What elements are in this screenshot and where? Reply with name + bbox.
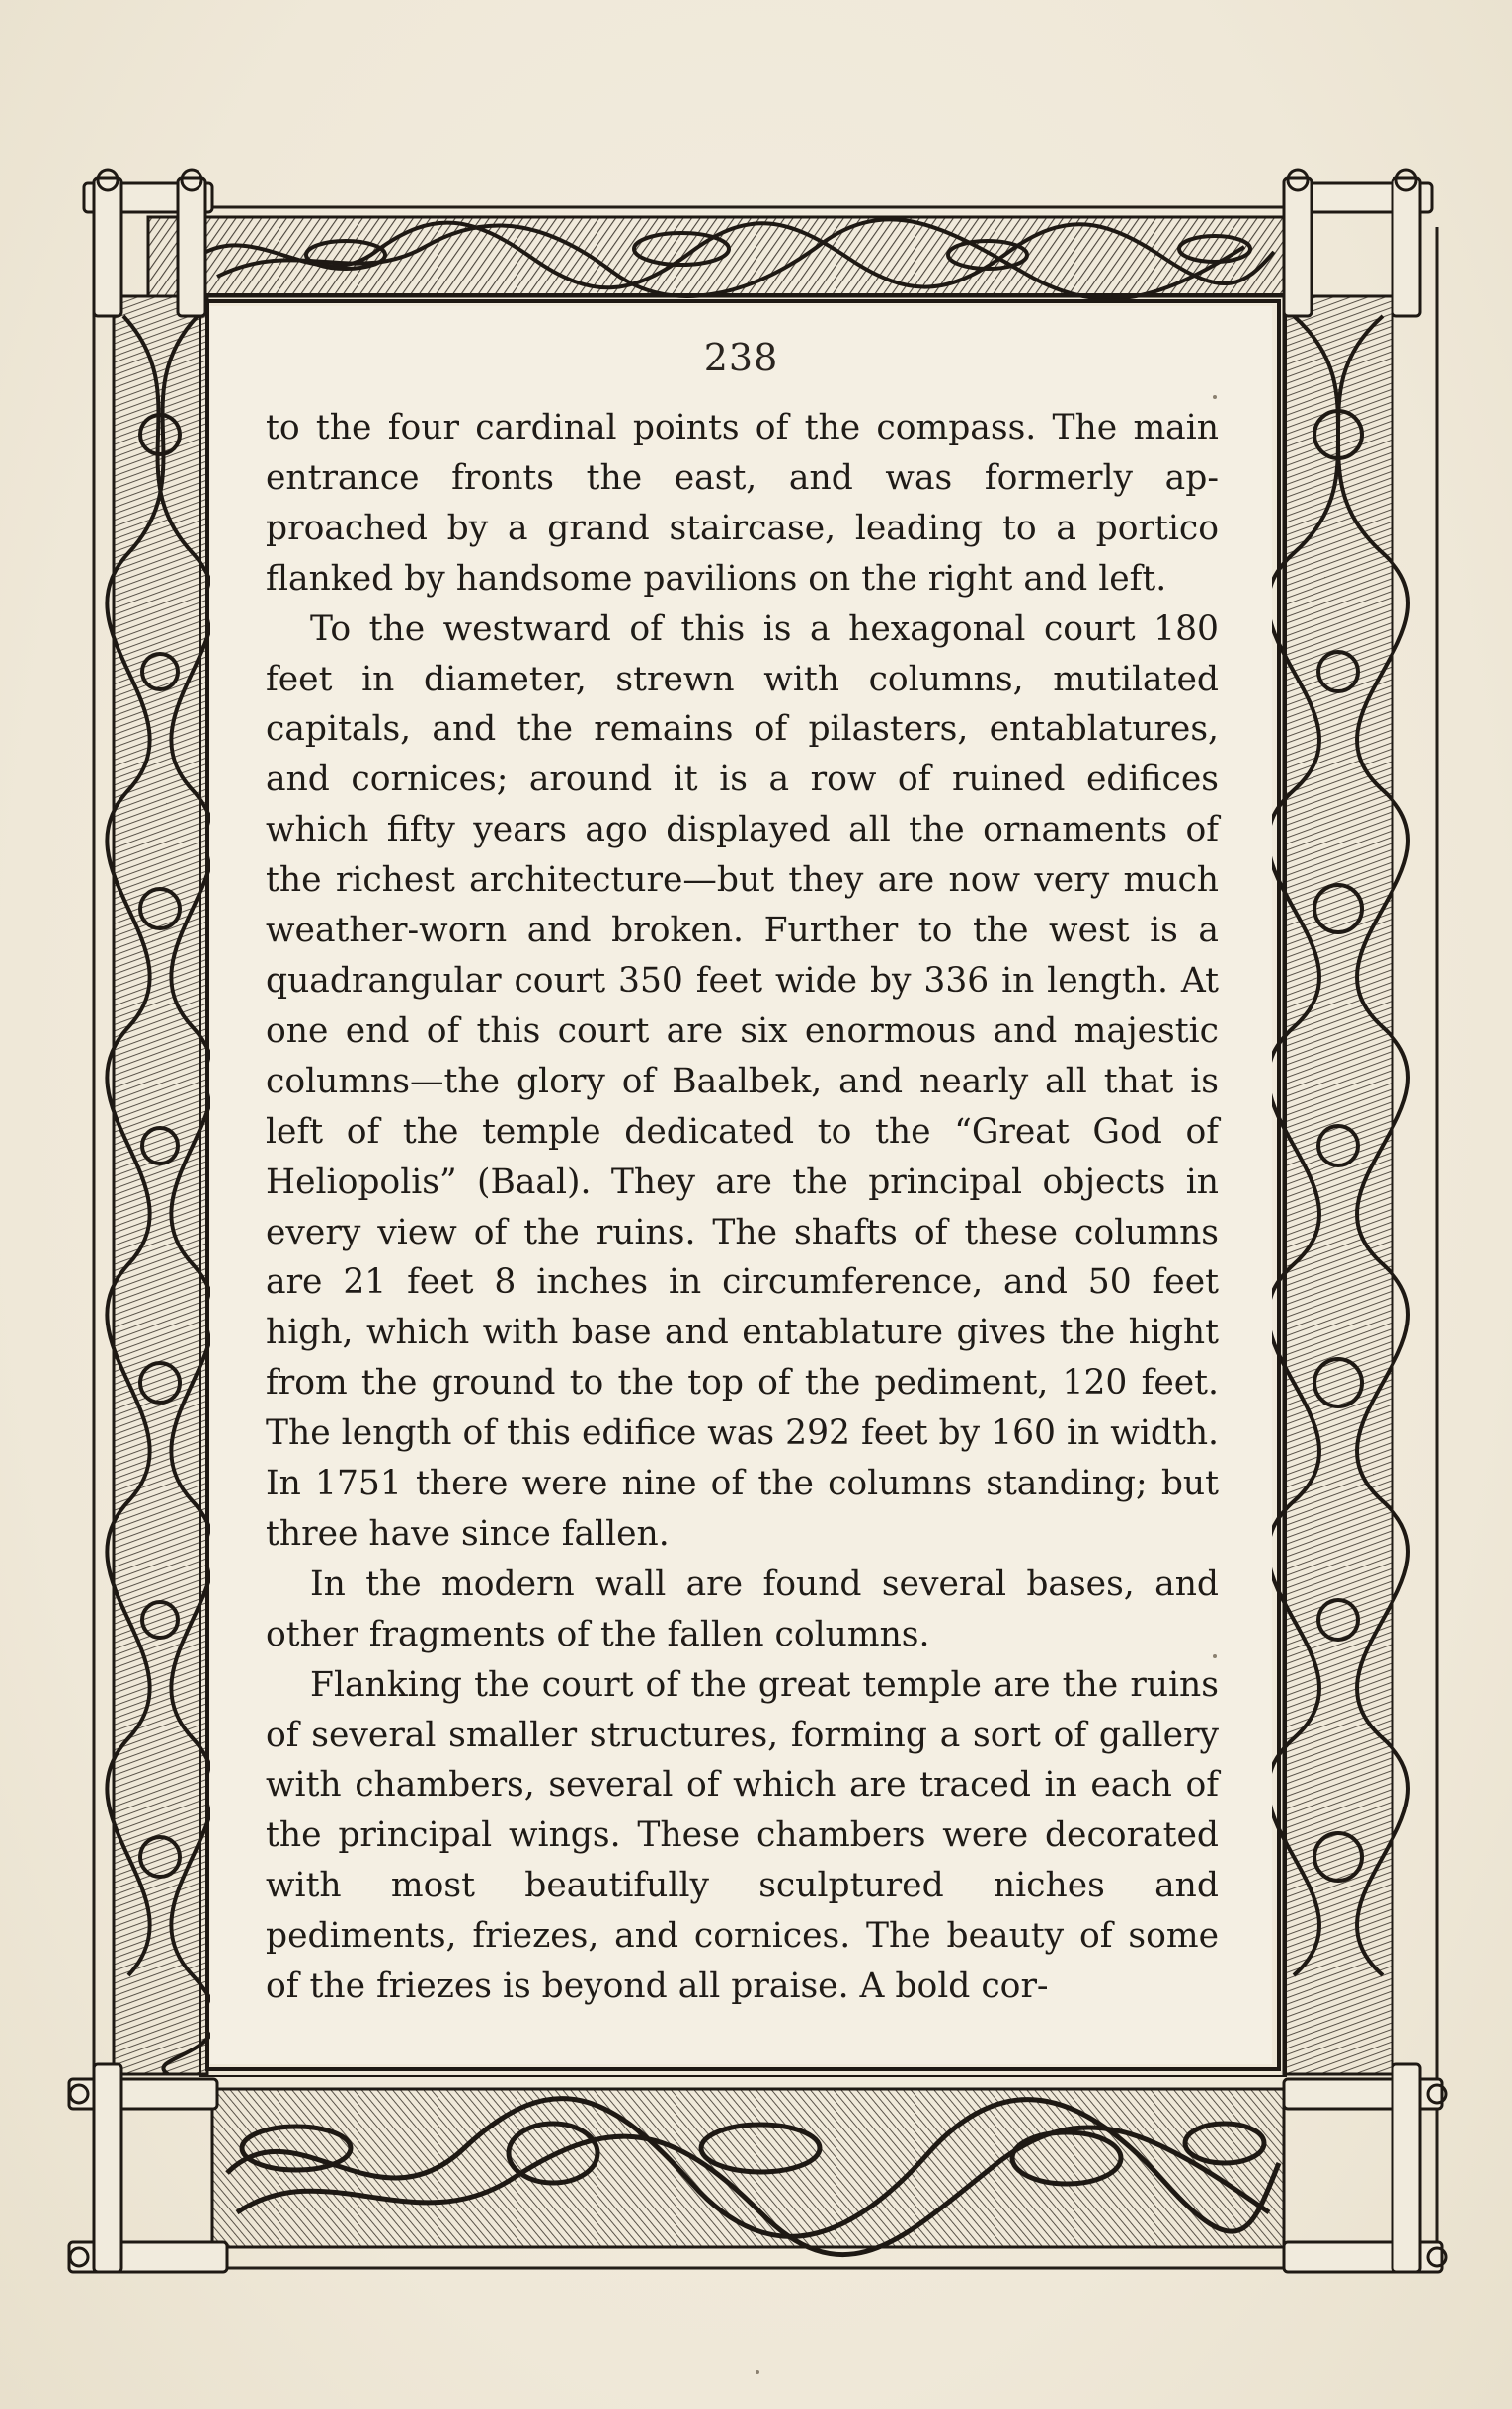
- ink-speck: [756, 2370, 759, 2374]
- text-panel: [210, 306, 1272, 2064]
- paragraph-2: To the westward of this is a hexagonal court 180 feet in diameter, strewn with columns, mutilated capitals, and the remains of pilasters, entablatures, and cornices; around it is a row of ruined edifices which fifty years ago displayed all the ornaments of the richest architecture—but they are now very much weather-worn and broken. Further to the west is a quadrangular court 350 feet wide by 336 in length. At one end of this court are six enormous and majestic columns—the glory of Baalbek, and nearly all that is left of the temple dedicated to the “Great God of Heliopolis” (Baal). They are the principal objects in every view of the ruins. The shafts of these columns are 21 feet 8 inches in circumference, and 50 feet high, which with base and entablature gives the hight from the ground to the top of the pediment, 120 feet. The length of this edifice was 292 feet by 160 in width. In 1751 there were nine of the columns standing; but three have since fallen.: [266, 608, 1219, 1554]
- body-text: [266, 403, 1219, 2012]
- paragraph-3: In the modern wall are found several bases, and other fragments of the fallen columns.: [266, 1564, 1219, 1654]
- paragraph-1: to the four cardinal points of the compass. The main entrance fronts the east, and was formerly ap-proached by a grand staircase, leading to a portico flanked by handsome pavilions on the right and left.: [266, 408, 1219, 599]
- page-number: 238: [703, 336, 779, 379]
- ink-speck: [1213, 1654, 1217, 1658]
- paragraph-4: Flanking the court of the great temple are the ruins of several smaller structures, forming a sort of gallery with chambers, several of which are traced in each of the principal wings. These chambers were decorated with most beautifully sculptured niches and pediments, friezes, and cornices. The beauty of some of the friezes is beyond all praise. A bold cor-: [266, 1664, 1219, 2007]
- ink-speck: [1213, 395, 1217, 399]
